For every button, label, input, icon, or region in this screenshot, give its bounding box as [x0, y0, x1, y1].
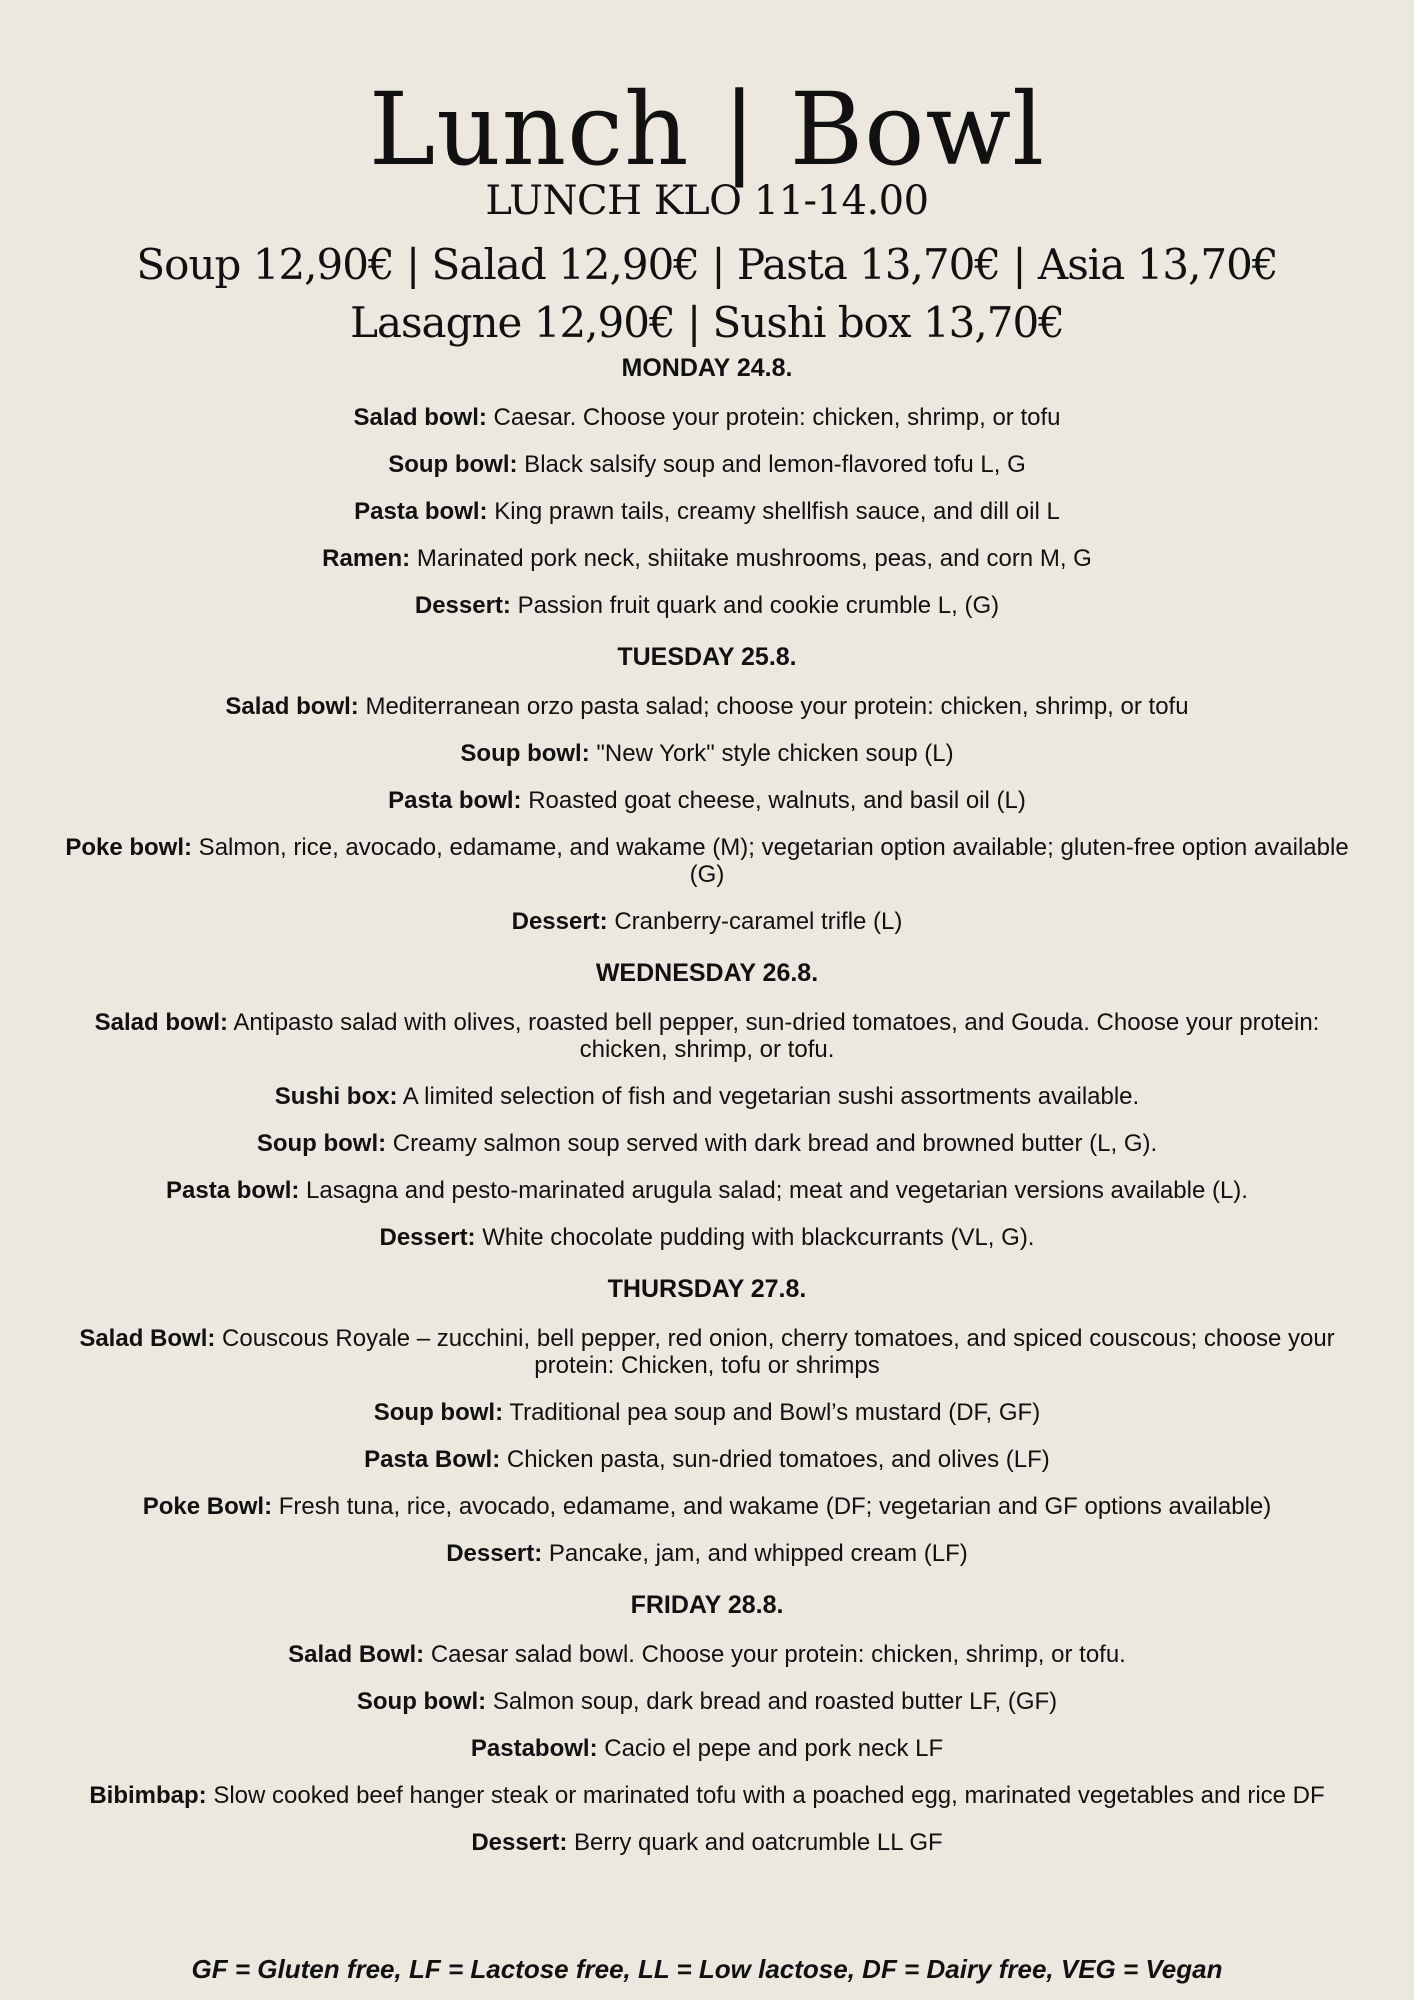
item-text: Fresh tuna, rice, avocado, edamame, and wakame (DF; vegetarian and GF options available) [272, 1493, 1272, 1520]
price-line-2: Lasagne 12,90€ | Sushi box 13,70€ [350, 298, 1064, 347]
item-label: Pasta bowl: [354, 498, 488, 525]
item-label: Dessert: [511, 908, 608, 935]
item-text: Cacio el pepe and pork neck LF [597, 1735, 944, 1762]
item-text: Lasagna and pesto-marinated arugula salad; meat and vegetarian versions available (L). [299, 1177, 1248, 1204]
menu-item [60, 908, 1354, 935]
item-label: Salad Bowl: [79, 1325, 216, 1352]
menu-item [60, 1688, 1354, 1715]
item-text: Caesar salad bowl. Choose your protein: chicken, shrimp, or tofu. [424, 1641, 1126, 1668]
day-heading: FRIDAY 28.8. [630, 1591, 784, 1619]
menu-item [60, 1493, 1354, 1520]
item-text: Marinated pork neck, shiitake mushrooms, peas, and corn M, G [410, 545, 1092, 572]
item-label: Pastabowl: [470, 1735, 598, 1762]
menu-item [60, 1325, 1354, 1379]
item-label: Bibimbap: [89, 1782, 207, 1809]
item-text: White chocolate pudding with blackcurrants (VL, G). [475, 1224, 1035, 1251]
menu-item [60, 1399, 1354, 1426]
weekly-menu [60, 350, 1354, 1876]
item-label: Soup bowl: [373, 1399, 504, 1426]
menu-item [60, 1130, 1354, 1157]
day-friday [60, 1587, 1354, 1856]
item-label: Sushi box: [274, 1083, 398, 1110]
item-label: Pasta Bowl: [364, 1446, 501, 1473]
allergen-legend: GF = Gluten free, LF = Lactose free, LL = Low lactose, DF = Dairy free, VEG = Vegan [191, 1954, 1223, 1984]
item-label: Pasta bowl: [388, 787, 522, 814]
item-text: Antipasto salad with olives, roasted bell pepper, sun-dried tomatoes, and Gouda. Choose your protein: chicken, shrimp, or tofu. [228, 1009, 1320, 1063]
page-title: Lunch | Bowl [368, 71, 1046, 188]
day-heading: MONDAY 24.8. [621, 354, 793, 382]
item-label: Ramen: [322, 545, 411, 572]
menu-item [60, 1009, 1354, 1063]
item-label: Dessert: [379, 1224, 476, 1251]
menu-item [60, 787, 1354, 814]
item-text: Passion fruit quark and cookie crumble L, (G) [510, 592, 1000, 619]
day-heading: WEDNESDAY 26.8. [595, 959, 819, 987]
item-text: Cranberry-caramel trifle (L) [607, 908, 903, 935]
item-label: Salad Bowl: [288, 1641, 425, 1668]
menu-item [60, 451, 1354, 478]
item-text: Roasted goat cheese, walnuts, and basil oil (L) [521, 787, 1026, 814]
day-heading: TUESDAY 25.8. [617, 643, 797, 671]
item-text: Slow cooked beef hanger steak or marinated tofu with a poached egg, marinated vegetables and rice DF [206, 1782, 1325, 1809]
item-text: Black salsify soup and lemon-flavored tofu L, G [517, 451, 1026, 478]
item-text: Couscous Royale – zucchini, bell pepper, red onion, cherry tomatoes, and spiced couscous; choose your protein: Chicken, tofu or shrimps [215, 1325, 1335, 1379]
item-text: Chicken pasta, sun-dried tomatoes, and olives (LF) [500, 1446, 1050, 1473]
item-text: Mediterranean orzo pasta salad; choose your protein: chicken, shrimp, or tofu [358, 693, 1189, 720]
item-label: Soup bowl: [460, 740, 590, 767]
day-thursday [60, 1271, 1354, 1567]
menu-item [60, 1083, 1354, 1110]
menu-item [60, 1829, 1354, 1856]
item-text: Caesar. Choose your protein: chicken, shrimp, or tofu [486, 404, 1061, 431]
item-label: Salad bowl: [353, 404, 487, 431]
item-label: Poke bowl: [65, 834, 193, 861]
item-text: Pancake, jam, and whipped cream (LF) [542, 1540, 968, 1567]
item-label: Dessert: [471, 1829, 568, 1856]
item-text: Berry quark and oatcrumble LL GF [567, 1829, 943, 1856]
menu-item [60, 1641, 1354, 1668]
item-label: Dessert: [446, 1540, 543, 1567]
day-monday [60, 350, 1354, 619]
item-label: Soup bowl: [388, 451, 518, 478]
item-text: King prawn tails, creamy shellfish sauce, and dill oil L [487, 498, 1060, 525]
item-label: Pasta bowl: [166, 1177, 300, 1204]
menu-item [60, 404, 1354, 431]
day-heading: THURSDAY 27.8. [607, 1275, 807, 1303]
day-tuesday [60, 639, 1354, 935]
item-text: Creamy salmon soup served with dark bread and browned butter (L, G). [386, 1130, 1158, 1157]
menu-item [60, 693, 1354, 720]
item-text: Traditional pea soup and Bowl’s mustard (DF, GF) [503, 1399, 1041, 1426]
item-label: Salad bowl: [225, 693, 359, 720]
lunch-hours: LUNCH KLO 11-14.00 [485, 178, 929, 224]
menu-item [60, 740, 1354, 767]
price-line-1: Soup 12,90€ | Salad 12,90€ | Pasta 13,70€ | Asia 13,70€ [136, 240, 1278, 289]
item-label: Soup bowl: [256, 1130, 387, 1157]
price-list [0, 236, 1414, 352]
menu-item [60, 1735, 1354, 1762]
menu-item [60, 834, 1354, 888]
day-wednesday [60, 955, 1354, 1251]
menu-item [60, 1782, 1354, 1809]
menu-item [60, 1446, 1354, 1473]
menu-item [60, 1224, 1354, 1251]
menu-item [60, 1177, 1354, 1204]
menu-item [60, 545, 1354, 572]
item-text: Salmon soup, dark bread and roasted butter LF, (GF) [486, 1688, 1058, 1715]
menu-item [60, 1540, 1354, 1567]
menu-item [60, 498, 1354, 525]
menu-item [60, 592, 1354, 619]
item-label: Salad bowl: [94, 1009, 228, 1036]
item-label: Dessert: [414, 592, 511, 619]
item-label: Poke Bowl: [142, 1493, 273, 1520]
item-text: "New York" style chicken soup (L) [589, 740, 954, 767]
item-text: Salmon, rice, avocado, edamame, and wakame (M); vegetarian option available; gluten-free option available (G) [192, 834, 1349, 888]
item-text: A limited selection of fish and vegetarian sushi assortments available. [397, 1083, 1140, 1110]
item-label: Soup bowl: [356, 1688, 487, 1715]
